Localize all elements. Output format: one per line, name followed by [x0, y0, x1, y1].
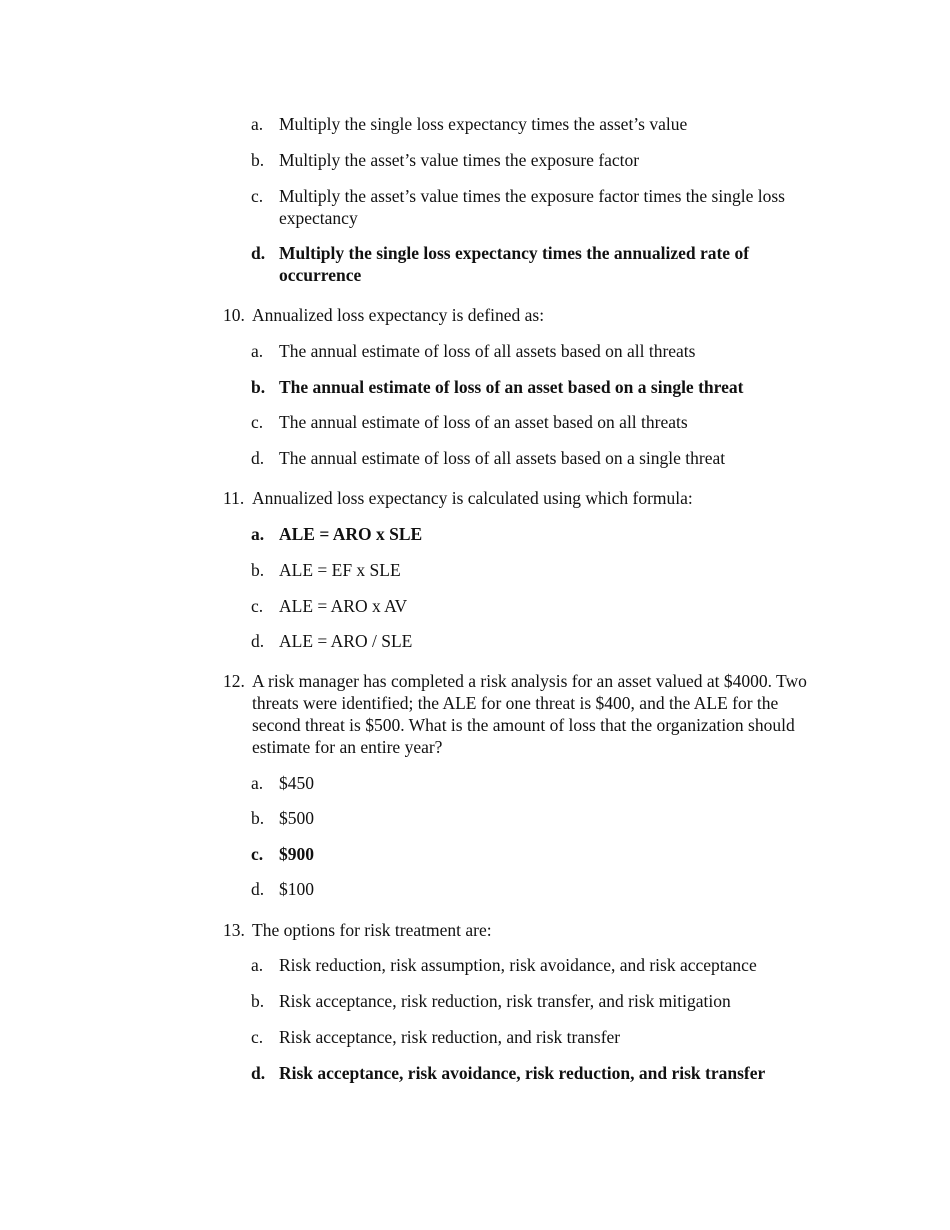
option-text: Multiply the single loss expectancy times the asset’s value: [279, 114, 688, 134]
option-letter: b.: [251, 808, 265, 828]
option-letter: d.: [251, 448, 265, 468]
option-text: The annual estimate of loss of all assets based on a single threat: [279, 448, 726, 468]
option-text: Risk acceptance, risk reduction, risk transfer, and risk mitigation: [279, 991, 731, 1011]
question-text: Annualized loss expectancy is calculated using which formula:: [252, 488, 693, 508]
option-letter: d.: [251, 631, 265, 651]
option-letter: a.: [251, 341, 264, 361]
question-12: [223, 670, 823, 757]
option-letter: d.: [251, 1063, 266, 1083]
option-text: ALE = EF x SLE: [279, 560, 401, 580]
option-text: $450: [279, 773, 314, 793]
option-text: ALE = ARO / SLE: [279, 631, 413, 651]
option-letter: b.: [251, 377, 266, 397]
option-letter: a.: [251, 955, 264, 975]
question-number: 11.: [223, 488, 245, 508]
option-letter: c.: [251, 412, 264, 432]
option-text: The annual estimate of loss of all assets based on all threats: [279, 341, 696, 361]
question-number: 12.: [223, 671, 245, 691]
option-letter: c.: [251, 596, 264, 616]
option-text: $500: [279, 808, 314, 828]
question-text: Annualized loss expectancy is defined as:: [252, 305, 545, 325]
option-letter: a.: [251, 773, 264, 793]
option-text: ALE = ARO x SLE: [279, 524, 423, 544]
option-text: $900: [279, 844, 314, 864]
option-letter: b.: [251, 991, 265, 1011]
option-text: Multiply the asset’s value times the exposure factor: [279, 150, 640, 170]
question-number: 13.: [223, 920, 245, 940]
option-text: Multiply the asset’s value times the exposure factor times the single loss expectancy: [279, 186, 785, 228]
option-letter: d.: [251, 243, 266, 263]
question-text: A risk manager has completed a risk analysis for an asset valued at $4000. Two threats were identified; the ALE for one threat is $400, and the ALE for the second threat is $500. What is the amount of loss that the organization should estimate for an entire year?: [252, 671, 807, 757]
option-text: Multiply the single loss expectancy times the annualized rate of occurrence: [279, 243, 750, 285]
option-letter: a.: [251, 114, 264, 134]
option-letter: c.: [251, 844, 264, 864]
question-10: [223, 304, 823, 326]
option-text: The annual estimate of loss of an asset based on all threats: [279, 412, 688, 432]
option-letter: c.: [251, 1027, 264, 1047]
question-11: [223, 487, 823, 509]
option-letter: b.: [251, 150, 265, 170]
option-text: Risk acceptance, risk avoidance, risk reduction, and risk transfer: [279, 1063, 766, 1083]
option-letter: c.: [251, 186, 264, 206]
question-number: 10.: [223, 305, 245, 325]
option-text: The annual estimate of loss of an asset based on a single threat: [279, 377, 744, 397]
question-text: The options for risk treatment are:: [252, 920, 492, 940]
question-13: [223, 919, 823, 941]
option-letter: b.: [251, 560, 265, 580]
option-text: Risk reduction, risk assumption, risk avoidance, and risk acceptance: [279, 955, 757, 975]
option-letter: d.: [251, 879, 265, 899]
option-text: $100: [279, 879, 314, 899]
option-text: Risk acceptance, risk reduction, and risk transfer: [279, 1027, 621, 1047]
option-text: ALE = ARO x AV: [279, 596, 408, 616]
option-letter: a.: [251, 524, 265, 544]
